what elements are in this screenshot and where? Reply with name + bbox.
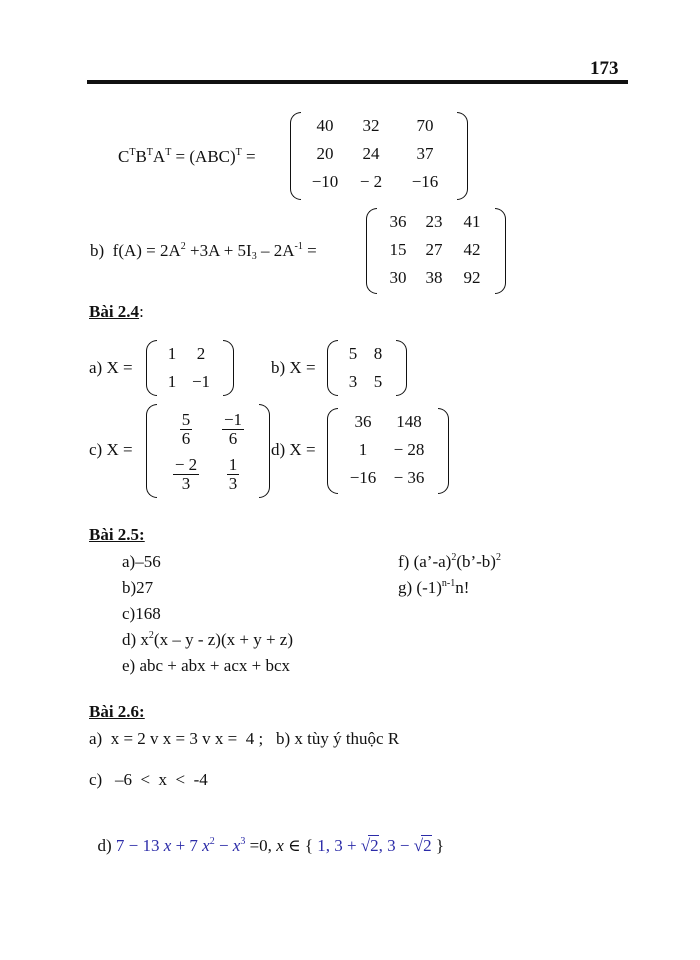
matrix-2-4-b: 5 8 3 5 bbox=[327, 340, 407, 396]
heading-bai-2-4: Bài 2.4: bbox=[89, 302, 144, 321]
label-2-4-b: b) X = bbox=[271, 358, 316, 377]
roots-set: 1, 3 + √2, 3 − √2 bbox=[317, 836, 432, 855]
fA-equation: b) $f(A) = 2A^2 +3A + 5I_3 - 2A^{-1}$ = bbox=[90, 241, 317, 262]
answer-2-5-g: g) $(-1)^{n-1}n$! bbox=[398, 578, 470, 597]
polynomial: 7 − 13 x + 7 $x^2 - x^3$ bbox=[115, 836, 246, 855]
page-number: 173 bbox=[590, 58, 619, 79]
answer-2-6-d: d) 7 − 13 x + 7 $x^2 - x^3 =0$, x ∈ { 1, 3 + √2, 3 − √2 } bbox=[97, 836, 445, 855]
answer-2-6-a-b: a) x = 2 v x = 3 v x = 4 ; b) x tùy ý thuộc R bbox=[89, 729, 400, 748]
heading-bai-2-6: Bài 2.6: bbox=[89, 702, 145, 721]
matrix-2-4-a: 1 2 1 −1 bbox=[146, 340, 234, 396]
answer-2-5-e: e) abc + abx + acx + bcx bbox=[122, 656, 290, 675]
header-rule bbox=[87, 80, 628, 84]
answer-2-5-a: a)–56 bbox=[122, 552, 161, 571]
sqrt-icon: √ bbox=[413, 836, 424, 855]
label-2-4-c: c) X = bbox=[89, 440, 133, 459]
answer-2-5-b: b)27 bbox=[122, 578, 154, 597]
matrix-abc-transpose: 40 32 70 20 24 37 −10 − 2 −16 bbox=[290, 112, 468, 200]
label-2-4-d: d) X = bbox=[271, 440, 316, 459]
sqrt-icon: √ bbox=[360, 836, 371, 855]
answer-2-5-f: f) (a’-a)$^2$(b’-b)$^2$ bbox=[398, 552, 501, 571]
answer-2-6-c: c) –6 < x < -4 bbox=[89, 770, 208, 789]
matrix-fA: 36 23 41 15 27 42 30 38 92 bbox=[366, 208, 506, 294]
answer-2-5-d: d) $x^2(x - y - z)(x + y + z)$ bbox=[122, 630, 293, 649]
answer-2-5-c: c)168 bbox=[122, 604, 161, 623]
label-2-4-a: a) X = bbox=[89, 358, 133, 377]
transpose-equation-lhs: $C^TB^TA^T = (ABC)^T$ = bbox=[118, 147, 256, 166]
matrix-2-4-d: 36 148 1 − 28 −16 − 36 bbox=[327, 408, 449, 494]
matrix-2-4-c: $\frac{5}{6}$ $\frac{-1}{6}$ $\frac{- 2}{3}$ $\frac{1}{3}$ bbox=[146, 404, 270, 498]
heading-bai-2-5: Bài 2.5: bbox=[89, 525, 145, 544]
